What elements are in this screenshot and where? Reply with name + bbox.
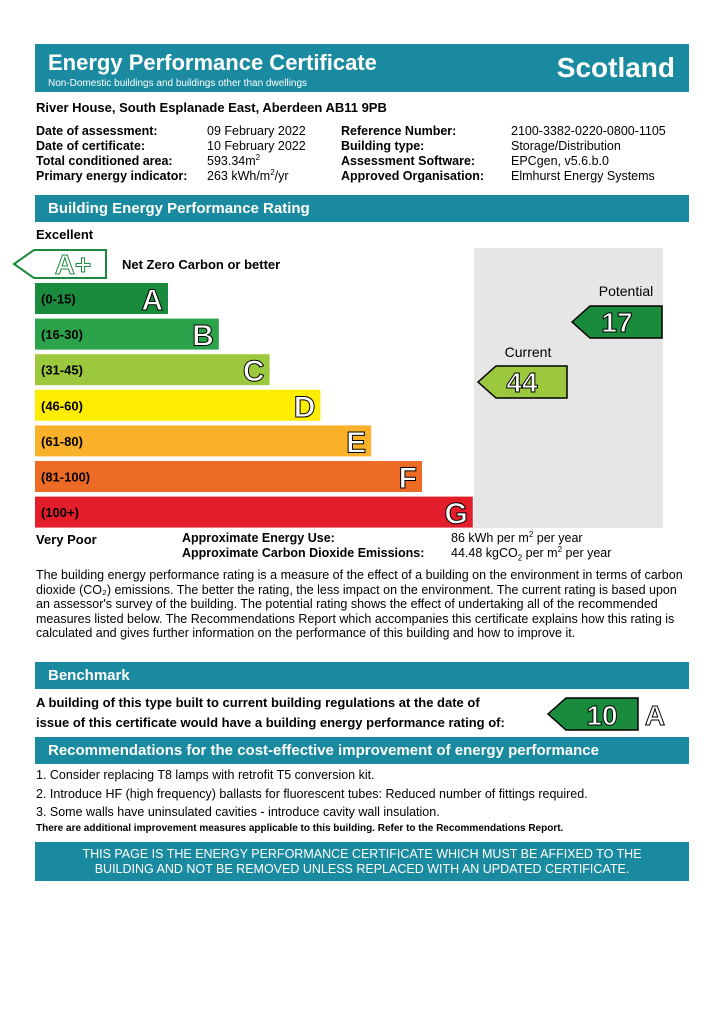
footer-line2: BUILDING AND NOT BE REMOVED UNLESS REPLACED WITH AN UPDATED CERTIFICATE.	[94, 861, 630, 876]
recommendation-item: 2. Introduce HF (high frequency) ballasts for fluorescent tubes: Reduced number of fittings required.	[36, 787, 588, 801]
energy-use-sup: 2	[528, 529, 534, 539]
primary-energy-label: Primary energy indicator:	[36, 169, 188, 183]
current-rating-value: 44	[506, 367, 538, 398]
rating-band-range: (31-45)	[41, 362, 83, 378]
co2-mid: per m	[522, 546, 558, 560]
certificate-subtitle: Non-Domestic buildings and buildings other than dwellings	[48, 78, 308, 89]
rating-band-g	[35, 497, 473, 528]
approved-organisation-label: Approved Organisation:	[341, 169, 485, 183]
benchmark-text-line2: issue of this certificate would have a building energy performance rating of:	[36, 715, 505, 730]
energy-use-value	[451, 531, 583, 545]
info-right-values	[511, 124, 666, 184]
potential-arrow	[572, 306, 662, 338]
recommendation-item: 1. Consider replacing T8 lamps with retrofit T5 conversion kit.	[36, 768, 375, 782]
conditioned-area-sup: 2	[255, 152, 261, 162]
aplus-letter: A+	[54, 249, 92, 280]
recommendation-item: 3. Some walls have uninsulated cavities - introduce cavity wall insulation.	[36, 805, 440, 819]
reference-number-value: 2100-3382-0220-0800-1105	[511, 124, 666, 138]
rating-band-letter: B	[192, 319, 214, 353]
conditioned-area-number: 593.34m	[207, 154, 256, 168]
benchmark-indicator	[540, 695, 680, 733]
co2-sub: 2	[517, 553, 523, 563]
benchmark-title: Benchmark	[48, 667, 130, 684]
certificate-header	[35, 44, 689, 92]
rating-description: The building energy performance rating is a measure of the effect of a building on the environment in terms of carbon dioxide (CO₂) emissions. The better the rating, the less impact on the environment. The current rating is based upon an assessor's survey of the building. The potential rating shows the effect of undertaking all of the recommended measures listed below. The Recommendations Report which accompanies this certificate explains how this rating is calculated and gives further information on the performance of this building and how to improve it.	[36, 568, 683, 641]
rating-band-letter: C	[242, 355, 265, 389]
rating-band-range: (81-100)	[41, 469, 91, 485]
rating-band-range: (61-80)	[41, 433, 83, 449]
benchmark-text-line1: A building of this type built to current building regulations at the date of	[36, 695, 480, 710]
info-left-labels	[36, 124, 187, 184]
building-type-label: Building type:	[341, 139, 425, 153]
info-right-labels	[341, 124, 484, 184]
energy-use-unit: per year	[533, 531, 583, 545]
assessment-date-value: 09 February 2022	[207, 124, 306, 138]
rating-band-e	[35, 425, 371, 456]
rating-band-range: (46-60)	[41, 398, 83, 414]
primary-energy-sup: 2	[270, 167, 275, 177]
primary-energy-unit: /yr	[274, 169, 289, 183]
certificate-date-value: 10 February 2022	[207, 139, 306, 153]
rating-bands	[35, 283, 473, 531]
rating-band-letter: F	[398, 462, 417, 495]
rating-band-letter: E	[346, 426, 367, 460]
building-address: River House, South Esplanade East, Aberdeen AB11 9PB	[36, 100, 387, 115]
co2-sup: 2	[557, 544, 563, 554]
benchmark-letter: A	[644, 700, 666, 731]
primary-energy-value	[207, 169, 306, 184]
rating-chart	[0, 240, 724, 535]
rating-band-range: (16-30)	[41, 327, 83, 343]
assessment-software-value: EPCgen, v5.6.b.0	[511, 154, 609, 168]
energy-use-number: 86 kWh per m	[451, 531, 529, 545]
current-label: Current	[504, 344, 552, 360]
rating-band-range: (0-15)	[41, 291, 76, 307]
reference-number-label: Reference Number:	[341, 124, 457, 138]
co2-label: Approximate Carbon Dioxide Emissions:	[182, 546, 425, 560]
very-poor-label: Very Poor	[36, 532, 97, 547]
conditioned-area-value	[207, 154, 306, 169]
certificate-title: Energy Performance Certificate	[48, 50, 377, 75]
building-type-value: Storage/Distribution	[511, 139, 621, 153]
primary-energy-number: 263 kWh/m	[207, 169, 271, 183]
rating-band-range: (100+)	[41, 505, 79, 521]
rating-band-f	[35, 461, 422, 492]
rating-section-title: Building Energy Performance Rating	[48, 200, 310, 217]
co2-number: 44.48 kgCO	[451, 546, 518, 560]
recommendations-title: Recommendations for the cost-effective improvement of energy performance	[48, 742, 599, 759]
benchmark-value: 10	[586, 700, 618, 731]
recommendations-header	[35, 737, 689, 764]
certificate-footer	[35, 842, 689, 881]
benchmark-header	[35, 662, 689, 689]
approved-organisation-value: Elmhurst Energy Systems	[511, 169, 655, 183]
rating-band-letter: G	[444, 497, 468, 531]
potential-rating-value: 17	[601, 307, 633, 338]
aplus-arrow	[14, 249, 106, 280]
rating-section-header	[35, 195, 689, 222]
assessment-software-label: Assessment Software:	[341, 154, 476, 168]
rating-band-letter: D	[293, 390, 316, 424]
certificate-date-label: Date of certificate:	[36, 139, 146, 153]
conditioned-area-label: Total conditioned area:	[36, 154, 173, 168]
excellent-label: Excellent	[36, 227, 94, 242]
rating-band-letter: A	[141, 284, 163, 317]
co2-value	[451, 546, 611, 563]
country-name: Scotland	[556, 52, 675, 83]
current-arrow	[478, 366, 567, 398]
potential-label: Potential	[598, 283, 654, 299]
footer-line1: THIS PAGE IS THE ENERGY PERFORMANCE CERTIFICATE WHICH MUST BE AFFIXED TO THE	[82, 847, 642, 861]
info-left-values	[207, 124, 306, 184]
energy-use-label: Approximate Energy Use:	[182, 531, 335, 545]
recommendations-note: There are additional improvement measures applicable to this building. Refer to the Recommendations Report.	[36, 823, 564, 834]
net-zero-label: Net Zero Carbon or better	[122, 257, 281, 272]
co2-unit: per year	[562, 546, 612, 560]
assessment-date-label: Date of assessment:	[36, 124, 158, 138]
